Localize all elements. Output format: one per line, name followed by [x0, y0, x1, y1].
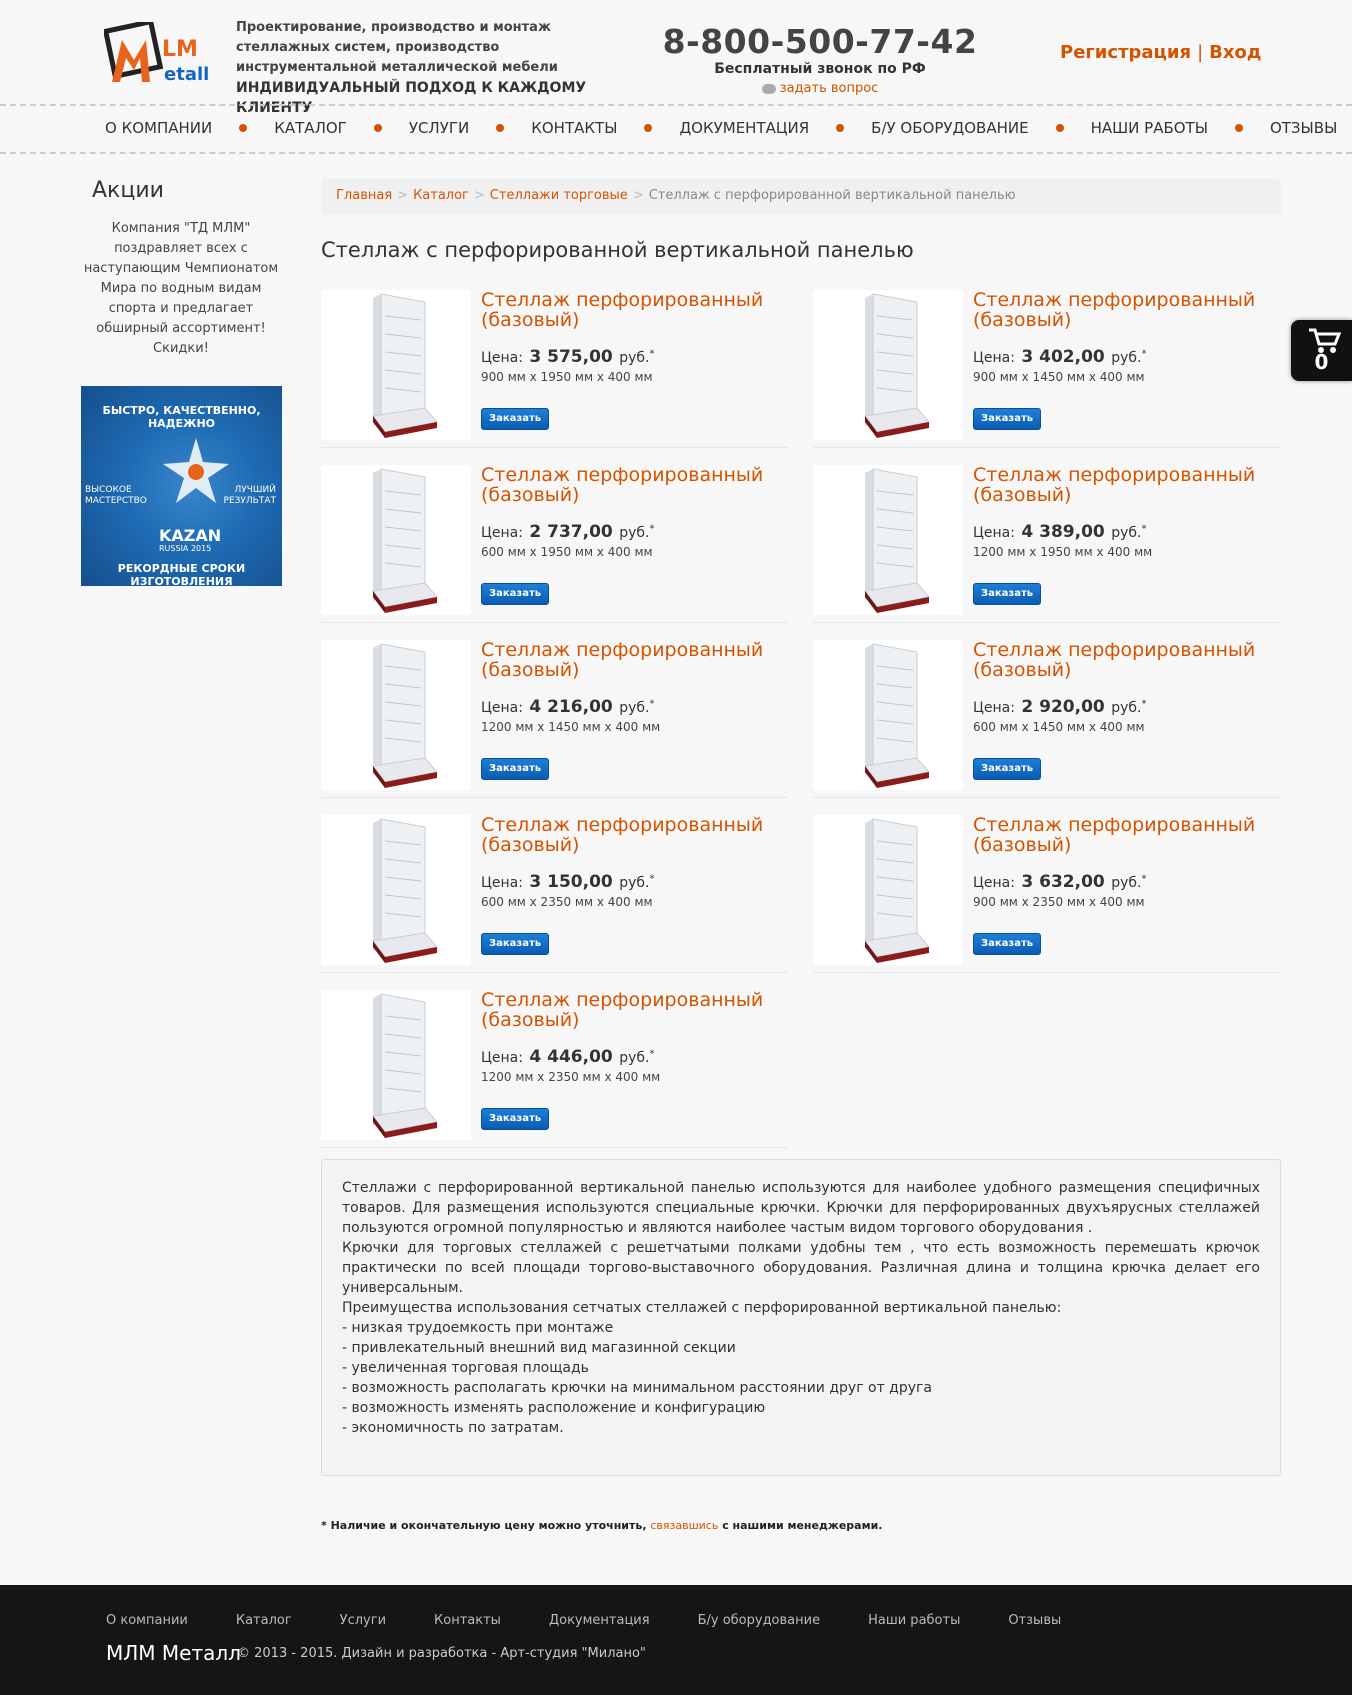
- product-title[interactable]: Стеллаж перфорированный (базовый): [481, 814, 764, 856]
- nav-dot-icon: [1056, 124, 1064, 132]
- product-title[interactable]: Стеллаж перфорированный (базовый): [973, 289, 1256, 331]
- price-label: Цена:: [973, 700, 1015, 716]
- product-card: [321, 990, 788, 1148]
- description-paragraph: Преимущества использования сетчатых стеллажей с перфорированной вертикальной панелью:: [342, 1300, 1062, 1316]
- speech-bubble-icon: [762, 84, 776, 94]
- nav-dot-icon: [836, 124, 844, 132]
- banner-right-text: ЛУЧШИЙ РЕЗУЛЬТАТ: [223, 485, 276, 506]
- product-card: [321, 290, 788, 448]
- product-card: [813, 640, 1280, 798]
- breadcrumb-sep: >: [397, 188, 409, 203]
- breadcrumb-category[interactable]: Стеллажи торговые: [489, 188, 628, 203]
- site-header: [0, 0, 1352, 116]
- kazan-emblem-icon: [161, 436, 231, 506]
- shelf-image[interactable]: [321, 990, 471, 1140]
- product-price: [481, 697, 654, 717]
- product-dimensions: 1200 мм x 1950 мм x 400 мм: [973, 545, 1153, 559]
- nav-dot-icon: [374, 124, 382, 132]
- product-card: [321, 640, 788, 798]
- phone-number[interactable]: 8-800-500-77-42: [662, 22, 978, 61]
- product-price: [973, 522, 1146, 542]
- description-bullet: - привлекательный внешний вид магазинной секции: [342, 1340, 736, 1356]
- cart-count: 0: [1314, 350, 1329, 374]
- nav-item-about[interactable]: О КОМПАНИИ: [105, 119, 213, 137]
- auth-separator: |: [1197, 42, 1204, 63]
- breadcrumb-current: Стеллаж с перфорированной вертикальной панелью: [648, 188, 1016, 203]
- site-footer: [0, 1585, 1352, 1695]
- footer-link-contacts[interactable]: Контакты: [434, 1613, 501, 1628]
- sidebar: [80, 178, 282, 359]
- price-asterisk: *: [649, 348, 655, 360]
- contact-managers-link[interactable]: связавшись: [650, 1519, 719, 1532]
- product-price: [481, 872, 654, 892]
- description-bullet: - возможность изменять расположение и конфигурацию: [342, 1400, 766, 1416]
- product-card: [813, 465, 1280, 623]
- footer-link-reviews[interactable]: Отзывы: [1008, 1613, 1062, 1628]
- nav-dot-icon: [239, 124, 247, 132]
- promo-banner[interactable]: [81, 386, 282, 586]
- auth-links: [1060, 42, 1261, 63]
- price-currency: руб.: [1111, 700, 1142, 716]
- description-bullet: - низкая трудоемкость при монтаже: [342, 1320, 614, 1336]
- tagline-line: Проектирование, производство и монтаж: [236, 20, 551, 35]
- price-asterisk: *: [649, 523, 655, 535]
- product-title[interactable]: Стеллаж перфорированный (базовый): [973, 814, 1256, 856]
- page-title: Стеллаж с перфорированной вертикальной панелью: [321, 238, 914, 262]
- product-card: [321, 465, 788, 623]
- nav-item-contacts[interactable]: КОНТАКТЫ: [531, 119, 618, 137]
- register-link[interactable]: Регистрация: [1060, 42, 1192, 63]
- price-label: Цена:: [481, 875, 523, 891]
- cart-widget[interactable]: [1291, 320, 1352, 381]
- price-note: [321, 1519, 882, 1532]
- price-value: 3 575,00: [529, 347, 613, 367]
- price-currency: руб.: [619, 875, 650, 891]
- product-price: [481, 347, 654, 367]
- product-price: [481, 1047, 654, 1067]
- footer-brand: МЛМ Металл: [106, 1641, 241, 1665]
- product-dimensions: 600 мм x 1450 мм x 400 мм: [973, 720, 1145, 734]
- product-dimensions: 600 мм x 1950 мм x 400 мм: [481, 545, 653, 559]
- tagline-line: стеллажных систем, производство: [236, 40, 500, 55]
- product-dimensions: 900 мм x 2350 мм x 400 мм: [973, 895, 1145, 909]
- tagline-line: инструментальной металлической мебели: [236, 60, 558, 75]
- breadcrumb-home[interactable]: Главная: [336, 188, 393, 203]
- price-label: Цена:: [481, 350, 523, 366]
- price-label: Цена:: [973, 350, 1015, 366]
- shelf-image[interactable]: [321, 290, 471, 440]
- shelf-image[interactable]: [321, 465, 471, 615]
- price-currency: руб.: [619, 700, 650, 716]
- phone-note: Бесплатный звонок по РФ: [714, 61, 926, 77]
- banner-top-text: БЫСТРО, КАЧЕСТВЕННО, НАДЕЖНО: [102, 404, 261, 430]
- footer-link-services[interactable]: Услуги: [339, 1613, 387, 1628]
- price-asterisk: *: [649, 1048, 655, 1060]
- tagline-slogan: ИНДИВИДУАЛЬНЫЙ ПОДХОД К КАЖДОМУ КЛИЕНТУ: [236, 80, 587, 116]
- footer-link-works[interactable]: Наши работы: [868, 1613, 961, 1628]
- nav-dot-icon: [1235, 124, 1243, 132]
- shelf-image[interactable]: [813, 465, 963, 615]
- note-text: * Наличие и окончательную цену можно уточнить,: [321, 1519, 647, 1532]
- product-dimensions: 900 мм x 1450 мм x 400 мм: [973, 370, 1145, 384]
- price-value: 3 150,00: [529, 872, 613, 892]
- price-value: 4 389,00: [1021, 522, 1105, 542]
- product-price: [973, 872, 1146, 892]
- login-link[interactable]: Вход: [1209, 42, 1262, 63]
- product-title[interactable]: Стеллаж перфорированный (базовый): [481, 464, 764, 506]
- price-currency: руб.: [619, 525, 650, 541]
- price-currency: руб.: [619, 1050, 650, 1066]
- ask-question-label: задать вопрос: [779, 81, 879, 96]
- price-asterisk: *: [1141, 348, 1147, 360]
- description-bullet: - возможность располагать крючки на минимальном расстоянии друг от друга: [342, 1380, 932, 1396]
- price-asterisk: *: [1141, 698, 1147, 710]
- footer-link-catalog[interactable]: Каталог: [235, 1613, 292, 1628]
- breadcrumb-catalog[interactable]: Каталог: [413, 188, 469, 203]
- product-price: [973, 697, 1146, 717]
- price-currency: руб.: [1111, 875, 1142, 891]
- price-asterisk: *: [1141, 523, 1147, 535]
- footer-link-used[interactable]: Б/у оборудование: [697, 1613, 821, 1628]
- description-paragraph: Крючки для торговых стеллажей с решетчатыми полками удобны тем , что есть возможность перемешать крючок практически по всей площади торгово-выставочного оборудования. Различная длина и толщина крючка делает его универсальным.: [342, 1240, 1260, 1296]
- footer-link-about[interactable]: О компании: [106, 1613, 188, 1628]
- logo-text-top: LM: [162, 37, 198, 62]
- order-button[interactable]: Заказать: [481, 583, 549, 605]
- category-description: [321, 1159, 1281, 1476]
- shelf-image[interactable]: [321, 815, 471, 965]
- nav-dot-icon: [496, 124, 504, 132]
- order-button[interactable]: Заказать: [481, 1108, 549, 1130]
- order-button[interactable]: Заказать: [481, 408, 549, 430]
- nav-dot-icon: [644, 124, 652, 132]
- mlm-logo[interactable]: [104, 22, 222, 90]
- banner-sub: RUSSIA 2015: [159, 544, 212, 553]
- price-asterisk: *: [649, 873, 655, 885]
- banner-left-text: ВЫСОКОЕ МАСТЕРСТВО: [85, 485, 147, 506]
- sidebar-title: Акции: [92, 178, 164, 203]
- breadcrumb: [321, 179, 1281, 215]
- banner-bottom-text: РЕКОРДНЫЕ СРОКИ ИЗГОТОВЛЕНИЯ: [117, 562, 246, 586]
- nav-item-reviews[interactable]: ОТЗЫВЫ: [1269, 119, 1338, 137]
- order-button[interactable]: Заказать: [481, 758, 549, 780]
- order-button[interactable]: Заказать: [481, 933, 549, 955]
- description-paragraph: Стеллажи с перфорированной вертикальной панелью используются для наиболее удобного размещения специфичных товаров. Для размещения используются специальные крючки. Крючки для перфорированных двухъярусных стеллажей пользуются огромной популярностью и являются наиболее частым видом торгового оборудования .: [342, 1180, 1260, 1236]
- nav-item-docs[interactable]: ДОКУМЕНТАЦИЯ: [679, 119, 810, 137]
- tagline: [236, 18, 616, 118]
- nav-item-used[interactable]: Б/У ОБОРУДОВАНИЕ: [871, 119, 1029, 137]
- nav-item-services[interactable]: УСЛУГИ: [408, 119, 470, 137]
- note-text: с нашими менеджерами.: [722, 1519, 883, 1532]
- price-value: 4 446,00: [529, 1047, 613, 1067]
- breadcrumb-sep: >: [632, 188, 644, 203]
- logo-text-bottom: etall: [164, 64, 210, 85]
- order-button[interactable]: Заказать: [973, 583, 1041, 605]
- product-title[interactable]: Стеллаж перфорированный (базовый): [481, 989, 764, 1031]
- product-card: [813, 815, 1280, 973]
- price-asterisk: *: [649, 698, 655, 710]
- product-dimensions: 900 мм x 1950 мм x 400 мм: [481, 370, 653, 384]
- product-title[interactable]: Стеллаж перфорированный (базовый): [973, 639, 1256, 681]
- product-title[interactable]: Стеллаж перфорированный (базовый): [973, 464, 1256, 506]
- footer-link-docs[interactable]: Документация: [548, 1613, 650, 1628]
- order-button[interactable]: Заказать: [973, 933, 1041, 955]
- price-currency: руб.: [1111, 350, 1142, 366]
- promo-text: Компания "ТД МЛМ" поздравляет всех с наступающим Чемпионатом Мира по водным видам спорта и предлагает обширный ассортимент! Скидки!: [83, 221, 279, 356]
- product-price: [973, 347, 1146, 367]
- shelf-image[interactable]: [813, 815, 963, 965]
- main-nav: [0, 104, 1352, 154]
- price-value: 2 920,00: [1021, 697, 1105, 717]
- footer-copyright: © 2013 - 2015. Дизайн и разработка - Арт-студия "Милано": [237, 1646, 646, 1661]
- price-value: 3 402,00: [1021, 347, 1105, 367]
- banner-city: KAZAN: [159, 526, 222, 545]
- nav-item-works[interactable]: НАШИ РАБОТЫ: [1090, 119, 1208, 137]
- price-label: Цена:: [973, 875, 1015, 891]
- price-value: 3 632,00: [1021, 872, 1105, 892]
- ask-question-link[interactable]: [660, 81, 980, 96]
- product-title[interactable]: Стеллаж перфорированный (базовый): [481, 639, 764, 681]
- shelf-image[interactable]: [321, 640, 471, 790]
- product-card: [321, 815, 788, 973]
- product-price: [481, 522, 654, 542]
- description-bullet: - увеличенная торговая площадь: [342, 1360, 589, 1376]
- price-label: Цена:: [481, 700, 523, 716]
- breadcrumb-sep: >: [473, 188, 485, 203]
- phone-block: [660, 22, 980, 96]
- product-card: [813, 290, 1280, 448]
- price-asterisk: *: [1141, 873, 1147, 885]
- order-button[interactable]: Заказать: [973, 758, 1041, 780]
- description-bullet: - экономичность по затратам.: [342, 1420, 564, 1436]
- product-title[interactable]: Стеллаж перфорированный (базовый): [481, 289, 764, 331]
- shelf-image[interactable]: [813, 640, 963, 790]
- price-label: Цена:: [481, 1050, 523, 1066]
- product-dimensions: 1200 мм x 1450 мм x 400 мм: [481, 720, 661, 734]
- product-dimensions: 1200 мм x 2350 мм x 400 мм: [481, 1070, 661, 1084]
- nav-item-catalog[interactable]: КАТАЛОГ: [274, 119, 347, 137]
- product-dimensions: 600 мм x 2350 мм x 400 мм: [481, 895, 653, 909]
- shelf-image[interactable]: [813, 290, 963, 440]
- price-label: Цена:: [973, 525, 1015, 541]
- price-value: 2 737,00: [529, 522, 613, 542]
- order-button[interactable]: Заказать: [973, 408, 1041, 430]
- price-currency: руб.: [1111, 525, 1142, 541]
- price-label: Цена:: [481, 525, 523, 541]
- price-value: 4 216,00: [529, 697, 613, 717]
- price-currency: руб.: [619, 350, 650, 366]
